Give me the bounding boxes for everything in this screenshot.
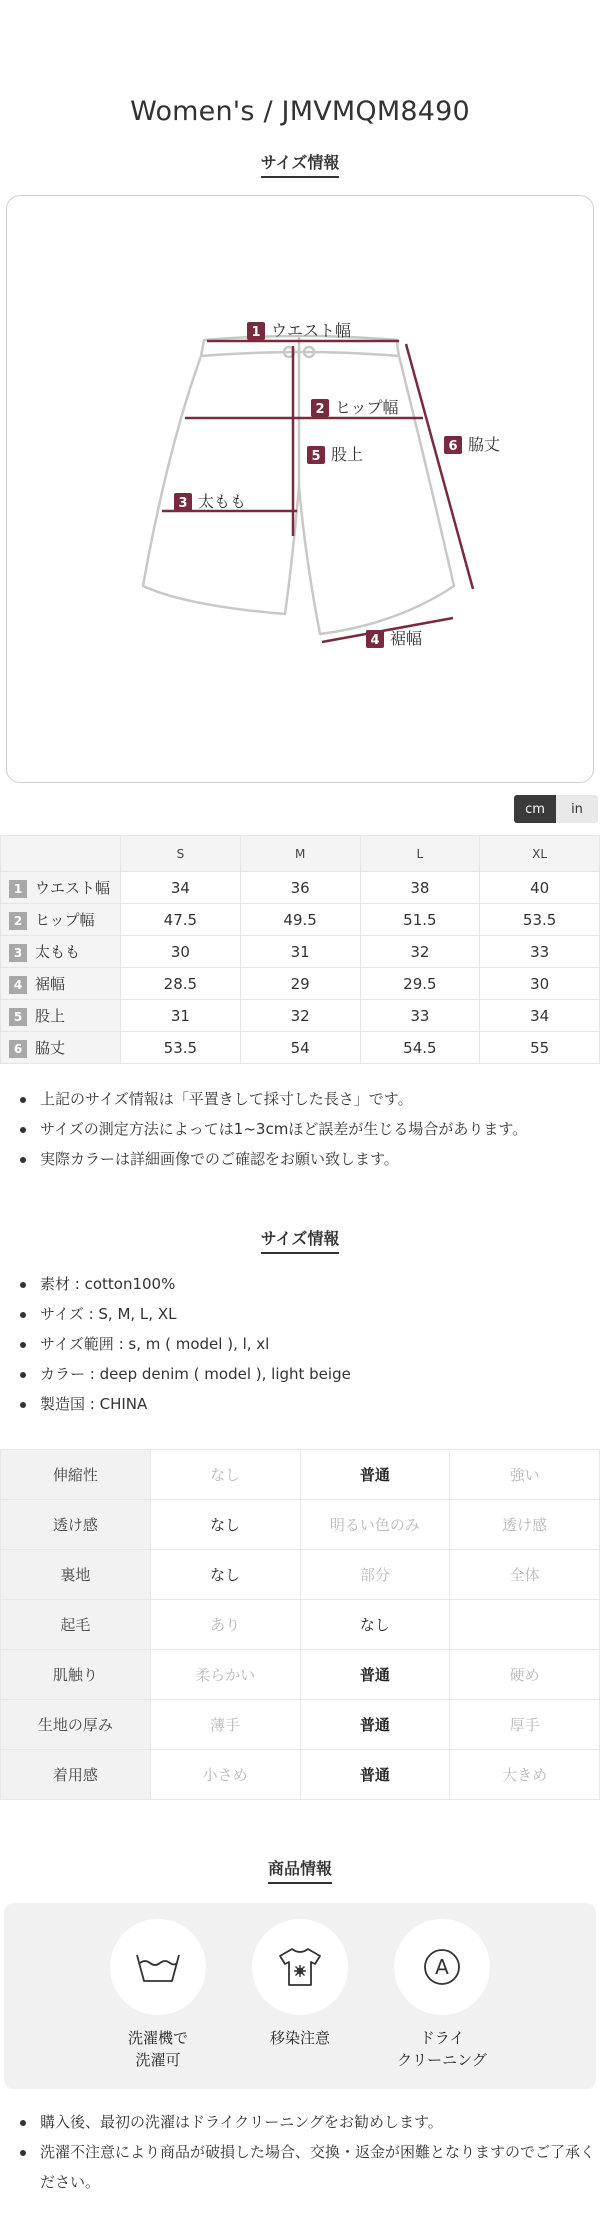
spec-list (0, 1269, 600, 1419)
svg-text:1: 1 (251, 325, 261, 340)
size-table-corner (1, 836, 121, 872)
measure-name: 脇丈 (35, 1039, 66, 1057)
svg-text:A: A (435, 1955, 449, 1979)
measure-number-badge: 6 (9, 1040, 27, 1058)
spec-country: 製造国 : CHINA (20, 1389, 600, 1419)
measure-name: ウエスト幅 (35, 879, 111, 897)
size-cell: 49.5 (240, 904, 360, 936)
attribute-row (1, 1750, 600, 1800)
size-table-header (1, 836, 600, 872)
attribute-option: 厚手 (450, 1700, 600, 1750)
product-notes (0, 2107, 600, 2197)
care-item-dry-clean (392, 1919, 492, 2089)
measure-name: ヒップ幅 (35, 911, 95, 929)
attribute-option: 強い (450, 1450, 600, 1500)
size-info-heading: サイズ情報 (0, 150, 600, 173)
svg-text:4: 4 (370, 633, 380, 648)
size-cell: 53.5 (480, 904, 600, 936)
svg-text:2: 2 (315, 402, 325, 417)
attribute-label: 肌触り (1, 1650, 151, 1700)
size-cell: 31 (240, 936, 360, 968)
attribute-option: 全体 (450, 1550, 600, 1600)
attribute-option: なし (150, 1450, 300, 1500)
attribute-row (1, 1650, 600, 1700)
shorts-diagram-svg (7, 196, 595, 784)
size-cell: 30 (480, 968, 600, 1000)
size-cell: 55 (480, 1032, 600, 1064)
label-rise (307, 445, 363, 464)
size-table-row (1, 872, 600, 904)
size-cell: 40 (480, 872, 600, 904)
measurement-labels (174, 321, 500, 648)
size-table-row (1, 1032, 600, 1064)
attribute-option: 小さめ (150, 1750, 300, 1800)
svg-text:太もも: 太もも (198, 492, 247, 511)
spec-material: 素材 : cotton100% (20, 1269, 600, 1299)
size-notes (0, 1084, 600, 1174)
size-cell: 38 (360, 872, 480, 904)
size-table-row (1, 936, 600, 968)
attribute-option: 普通 (300, 1750, 450, 1800)
unit-toggle (0, 795, 598, 823)
size-table-row (1, 968, 600, 1000)
svg-text:5: 5 (311, 449, 321, 464)
label-side-length (444, 435, 500, 454)
attribute-option: あり (150, 1600, 300, 1650)
size-cell: 34 (480, 1000, 600, 1032)
care-label: ドライ クリーニング (397, 2029, 487, 2069)
attribute-option: 普通 (300, 1700, 450, 1750)
attribute-option: なし (150, 1550, 300, 1600)
size-cell: 36 (240, 872, 360, 904)
size-row-label (1, 936, 121, 968)
side-length-measure-line (406, 344, 473, 589)
measure-number-badge: 2 (9, 912, 27, 930)
unit-in-button[interactable]: in (556, 795, 598, 823)
size-cell: 54.5 (360, 1032, 480, 1064)
attribute-label: 透け感 (1, 1500, 151, 1550)
size-diagram (6, 195, 594, 783)
attribute-option (450, 1600, 600, 1650)
size-cell: 32 (240, 1000, 360, 1032)
dry-clean-icon (394, 1919, 490, 2015)
size-cell: 53.5 (121, 1032, 241, 1064)
size-cell: 33 (480, 936, 600, 968)
size-col-l: L (360, 836, 480, 872)
size-cell: 34 (121, 872, 241, 904)
label-thigh (174, 492, 246, 511)
label-hip (311, 398, 399, 417)
attribute-option: 硬め (450, 1650, 600, 1700)
attribute-label: 着用感 (1, 1750, 151, 1800)
measure-name: 裾幅 (35, 975, 66, 993)
size-cell: 33 (360, 1000, 480, 1032)
measure-number-badge: 1 (9, 880, 27, 898)
spec-size-range: サイズ範囲 : s, m ( model ), l, xl (20, 1329, 600, 1359)
svg-text:ヒップ幅: ヒップ幅 (335, 398, 399, 417)
size-table (0, 835, 600, 1064)
attribute-option: 普通 (300, 1450, 450, 1500)
attribute-row (1, 1450, 600, 1500)
measure-number-badge: 4 (9, 976, 27, 994)
size-cell: 29 (240, 968, 360, 1000)
size-cell: 29.5 (360, 968, 480, 1000)
product-info-heading: 商品情報 (0, 1856, 600, 1879)
attribute-table (0, 1449, 600, 1800)
svg-text:脇丈: 脇丈 (468, 435, 501, 454)
size-col-m: M (240, 836, 360, 872)
size-cell: 28.5 (121, 968, 241, 1000)
spec-color: カラー : deep denim ( model ), light beige (20, 1359, 600, 1389)
care-item-color-transfer (250, 1919, 350, 2089)
measure-number-badge: 5 (9, 1008, 27, 1026)
size-cell: 30 (121, 936, 241, 968)
measure-number-badge: 3 (9, 944, 27, 962)
size-row-label (1, 1032, 121, 1064)
size-row-label (1, 1000, 121, 1032)
tshirt-color-transfer-icon (252, 1919, 348, 2015)
size-cell: 31 (121, 1000, 241, 1032)
attribute-row (1, 1500, 600, 1550)
size-row-label (1, 872, 121, 904)
attribute-option: 柔らかい (150, 1650, 300, 1700)
attribute-label: 裏地 (1, 1550, 151, 1600)
size-note: 実際カラーは詳細画像でのご確認をお願い致します。 (20, 1144, 600, 1174)
attribute-option: 普通 (300, 1650, 450, 1700)
attribute-label: 生地の厚み (1, 1700, 151, 1750)
attribute-option: 透け感 (450, 1500, 600, 1550)
label-waist (247, 321, 351, 340)
svg-text:3: 3 (178, 496, 188, 511)
attribute-row (1, 1600, 600, 1650)
unit-cm-button[interactable]: cm (514, 795, 556, 823)
shorts-outline (143, 336, 454, 634)
attribute-option: なし (150, 1500, 300, 1550)
measure-name: 太もも (35, 943, 81, 961)
attribute-option: 大きめ (450, 1750, 600, 1800)
size-row-label (1, 904, 121, 936)
svg-text:6: 6 (448, 439, 458, 454)
svg-text:股上: 股上 (331, 445, 364, 464)
care-label: 移染注意 (269, 2029, 330, 2047)
attribute-option: 明るい色のみ (300, 1500, 450, 1550)
label-hem (366, 629, 422, 648)
size-cell: 32 (360, 936, 480, 968)
size-cell: 54 (240, 1032, 360, 1064)
attribute-option: 部分 (300, 1550, 450, 1600)
size-cell: 47.5 (121, 904, 241, 936)
attribute-row (1, 1700, 600, 1750)
page-title: Women's / JMVMQM8490 (130, 96, 470, 127)
care-item-machine-wash (108, 1919, 208, 2089)
size-row-label (1, 968, 121, 1000)
measure-name: 股上 (35, 1007, 66, 1025)
care-label: 洗濯機で 洗濯可 (127, 2029, 188, 2069)
size-table-row (1, 1000, 600, 1032)
attribute-label: 伸縮性 (1, 1450, 151, 1500)
svg-text:ウエスト幅: ウエスト幅 (271, 321, 352, 340)
product-note: 購入後、最初の洗濯はドライクリーニングをお勧めします。 (20, 2107, 600, 2137)
spec-sizes: サイズ : S, M, L, XL (20, 1299, 600, 1329)
attribute-option: なし (300, 1600, 450, 1650)
attribute-option: 薄手 (150, 1700, 300, 1750)
size-cell: 51.5 (360, 904, 480, 936)
care-instructions (4, 1903, 596, 2089)
size-note: 上記のサイズ情報は「平置きして採寸した長さ」です。 (20, 1084, 600, 1114)
size-col-xl: XL (480, 836, 600, 872)
size-col-s: S (121, 836, 241, 872)
size-table-row (1, 904, 600, 936)
wash-basin-icon (110, 1919, 206, 2015)
product-note: 洗濯不注意により商品が破損した場合、交換・返金が困難となりますのでご了承ください。 (20, 2137, 600, 2197)
spec-heading: サイズ情報 (0, 1226, 600, 1249)
size-note: サイズの測定方法によっては1~3cmほど誤差が生じる場合があります。 (20, 1114, 600, 1144)
attribute-row (1, 1550, 600, 1600)
attribute-label: 起毛 (1, 1600, 151, 1650)
svg-text:裾幅: 裾幅 (390, 629, 423, 648)
